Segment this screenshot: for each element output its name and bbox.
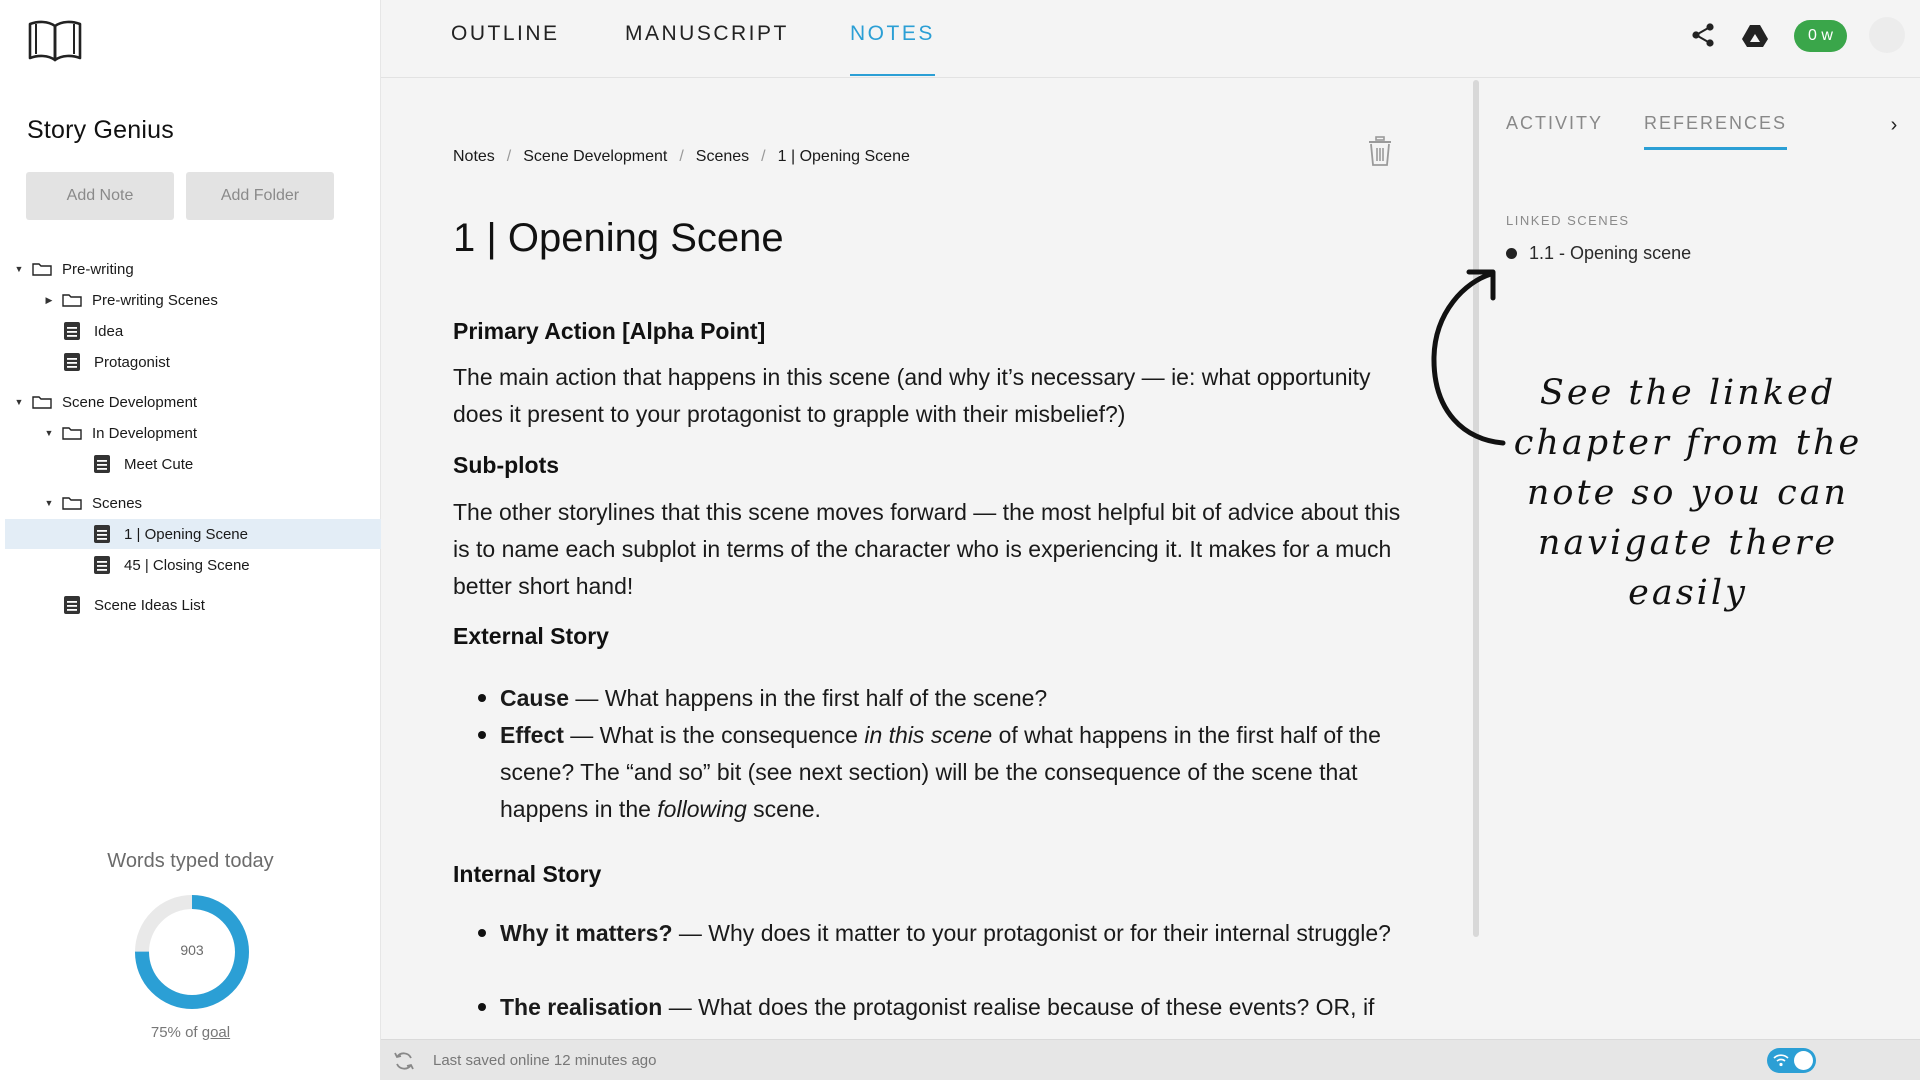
breadcrumb: [453, 148, 910, 166]
breadcrumb-scenes[interactable]: Scenes: [695, 148, 750, 165]
heading-external-story[interactable]: External Story: [453, 623, 609, 649]
note-icon: [93, 454, 111, 474]
note-icon: [63, 352, 81, 372]
breadcrumb-notes[interactable]: Notes: [453, 148, 495, 165]
bullet-text: of what happens in the first half of the scene? The “and so” bit (see next section) will be the consequence of the scene that happens in the: [500, 722, 1381, 822]
add-note-button[interactable]: Add Note: [26, 172, 174, 220]
note-icon: [63, 321, 81, 341]
tree-label: Scene Development: [62, 393, 198, 411]
note-title[interactable]: 1 | Opening Scene: [453, 216, 784, 260]
bullet-text: — What happens in the first half of the scene?: [569, 685, 1048, 711]
note-editor: [381, 79, 1474, 1039]
sidebar: [0, 0, 381, 1080]
tree-folder-in-development[interactable]: [5, 418, 381, 448]
tree-note-protagonist[interactable]: [5, 347, 381, 377]
bullet-emphasis: following: [657, 796, 747, 822]
google-drive-icon[interactable]: [1741, 23, 1769, 49]
bullet-term: Cause: [500, 685, 570, 711]
caret-down-icon[interactable]: ▼: [14, 397, 24, 407]
folder-icon: [32, 262, 52, 276]
caret-right-icon[interactable]: ▶: [45, 294, 53, 305]
share-icon[interactable]: [1690, 22, 1716, 48]
caret-down-icon[interactable]: ▼: [44, 428, 54, 438]
annotation-text: See the linked chapter from the note so you can navigate there easily: [1513, 373, 1863, 613]
tree-label: 1 | Opening Scene: [124, 525, 248, 543]
tree-folder-pre-writing[interactable]: [5, 254, 381, 284]
bullet-cause[interactable]: [500, 680, 1400, 717]
avatar[interactable]: [1869, 17, 1905, 53]
paragraph-subplots[interactable]: The other storylines that this scene moves forward — the most helpful bit of advice about this is to name each subplot in terms of the character who is experiencing it. It makes for a much better short hand!: [453, 499, 1401, 599]
linked-scenes-label: LINKED SCENES: [1506, 213, 1630, 228]
chevron-right-icon[interactable]: ›: [1890, 113, 1898, 136]
note-icon: [63, 595, 81, 615]
tab-activity[interactable]: ACTIVITY: [1506, 113, 1604, 133]
tree-folder-scenes[interactable]: [5, 488, 381, 518]
words-today-value: 903: [180, 942, 204, 958]
tree-label: Idea: [94, 322, 124, 340]
bullet-term: Why it matters?: [500, 920, 673, 946]
trash-icon[interactable]: [1367, 136, 1393, 166]
tree-note-scene-ideas-list[interactable]: [5, 590, 381, 620]
folder-icon: [62, 426, 82, 440]
bullet-term: The realisation: [500, 994, 663, 1020]
words-today-label: Words typed today: [107, 850, 274, 872]
breadcrumb-current: 1 | Opening Scene: [777, 148, 910, 165]
paragraph-primary-action[interactable]: The main action that happens in this scene (and why it’s necessary — ie: what opportunity does it present to your protagonist to grapple with their misbelief?): [453, 364, 1371, 427]
folder-icon: [32, 395, 52, 409]
breadcrumb-separator: /: [679, 148, 684, 165]
tree-note-opening-scene[interactable]: [5, 519, 381, 549]
tree-label: Pre-writing: [62, 260, 134, 278]
tree-folder-scene-development[interactable]: [5, 387, 381, 417]
bullet-realisation[interactable]: [500, 989, 1400, 1026]
tab-references[interactable]: REFERENCES: [1644, 113, 1787, 150]
tree-label: 45 | Closing Scene: [124, 556, 250, 574]
heading-internal-story[interactable]: Internal Story: [453, 861, 602, 887]
breadcrumb-scene-development[interactable]: Scene Development: [523, 148, 668, 165]
linked-scene-label: 1.1 - Opening scene: [1529, 243, 1692, 263]
bullet-text: — Why does it matter to your protagonist or for their internal struggle?: [672, 920, 1391, 946]
app-title: Story Genius: [27, 116, 174, 144]
folder-icon: [62, 496, 82, 510]
wordcount-badge[interactable]: 0 w: [1794, 20, 1847, 52]
tree-label: Scene Ideas List: [94, 596, 205, 614]
open-book-icon[interactable]: [26, 18, 84, 62]
bullet-why-it-matters[interactable]: [500, 915, 1400, 952]
tree-label: In Development: [92, 424, 198, 442]
linked-scene-item[interactable]: [1506, 243, 1691, 264]
note-icon: [93, 555, 111, 575]
tab-outline[interactable]: OUTLINE: [451, 22, 560, 45]
status-bar: [381, 1039, 1920, 1080]
tree-note-meet-cute[interactable]: [5, 449, 381, 479]
tree-folder-pre-writing-scenes[interactable]: [5, 285, 381, 315]
goal-percent-text: 75% of: [150, 1024, 198, 1041]
bullet-effect[interactable]: [500, 717, 1400, 828]
last-saved-text: Last saved online 12 minutes ago: [433, 1052, 657, 1069]
goal-progress-text: [0, 1024, 381, 1041]
bullet-text: scene.: [746, 796, 821, 822]
tree-label: Meet Cute: [124, 455, 194, 473]
goal-link[interactable]: goal: [201, 1024, 231, 1041]
tab-manuscript[interactable]: MANUSCRIPT: [625, 22, 789, 45]
add-folder-button[interactable]: Add Folder: [186, 172, 334, 220]
tab-notes[interactable]: NOTES: [850, 22, 935, 76]
top-nav: [381, 0, 1920, 78]
note-icon: [93, 524, 111, 544]
bullet-text: — What is the consequence: [563, 722, 865, 748]
bullet-text: — What does the protagonist realise because of these events? OR, if: [662, 994, 1375, 1020]
tree-label: Protagonist: [94, 353, 170, 371]
bullet-dot-icon: [1506, 248, 1517, 259]
tree-label: Pre-writing Scenes: [92, 291, 218, 309]
caret-down-icon[interactable]: ▼: [44, 498, 54, 508]
wifi-icon: [1773, 1053, 1789, 1067]
tree-note-closing-scene[interactable]: [5, 550, 381, 580]
folder-icon: [62, 293, 82, 307]
heading-subplots[interactable]: Sub-plots: [453, 452, 560, 478]
online-toggle[interactable]: [1767, 1048, 1816, 1073]
breadcrumb-separator: /: [506, 148, 512, 165]
panel-scrollbar[interactable]: [1473, 80, 1479, 937]
caret-down-icon[interactable]: ▼: [14, 264, 24, 274]
tree-label: Scenes: [92, 494, 143, 512]
toggle-knob: [1794, 1051, 1813, 1070]
bullet-term: Effect: [500, 722, 564, 748]
bullet-emphasis: in this scene: [864, 722, 993, 748]
tree-note-idea[interactable]: [5, 316, 381, 346]
heading-primary-action[interactable]: Primary Action [Alpha Point]: [453, 318, 766, 344]
sync-icon[interactable]: [393, 1050, 415, 1072]
breadcrumb-separator: /: [761, 148, 766, 165]
